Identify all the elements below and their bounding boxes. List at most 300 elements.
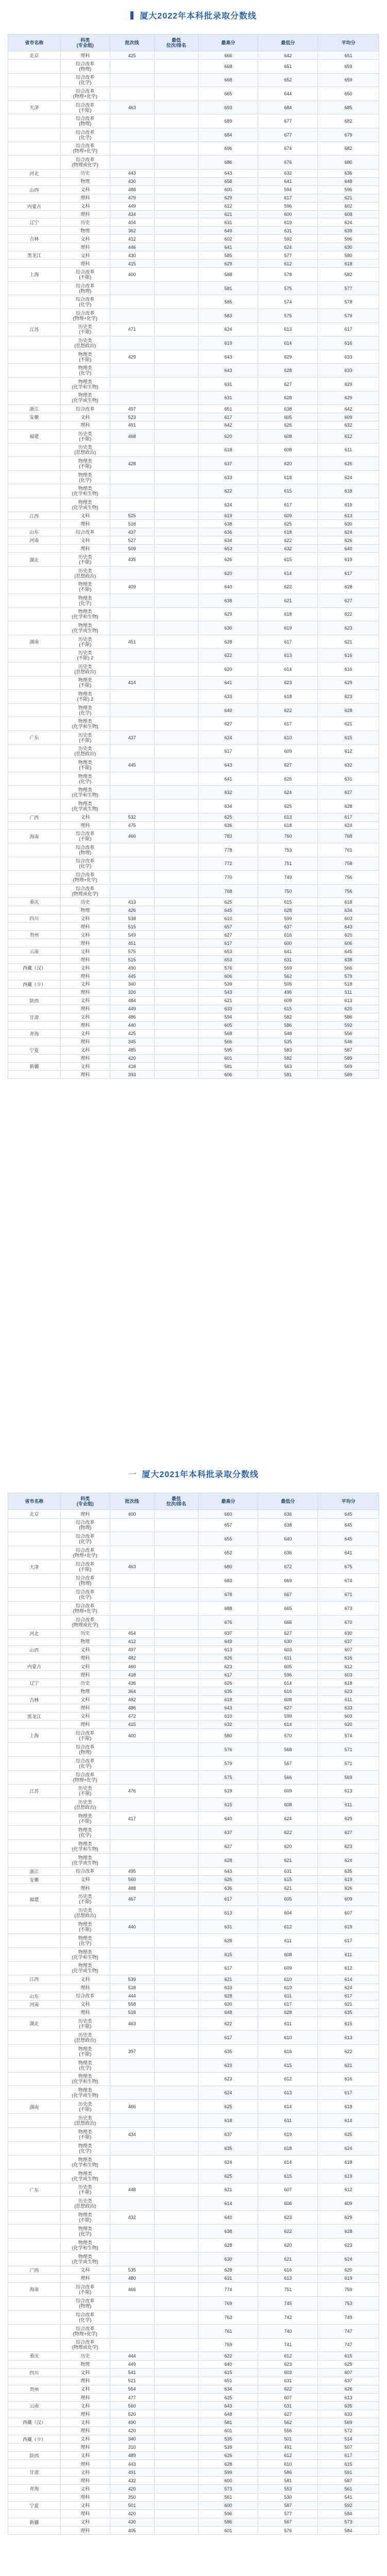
rank-cell xyxy=(155,2485,199,2493)
min-score-cell: 617 xyxy=(258,635,318,649)
table-row xyxy=(8,2252,379,2266)
max-score-cell: 636 xyxy=(198,1884,258,1892)
avg-score-cell: 614 xyxy=(318,1975,379,1984)
rank-cell xyxy=(155,2275,199,2283)
category-cell: 物理类 (不限) xyxy=(61,676,110,690)
avg-score-cell: 673 xyxy=(318,1602,379,1616)
table-row xyxy=(8,2394,379,2402)
max-score-cell: 630 xyxy=(198,621,258,635)
batch-line-cell xyxy=(110,2086,155,2100)
min-score-cell: 567 xyxy=(258,2518,318,2527)
min-score-cell: 677 xyxy=(258,114,318,128)
max-score-cell: 648 xyxy=(198,2009,258,2017)
table-row xyxy=(8,260,379,268)
category-cell: 综合改革 (化学) xyxy=(61,1757,110,1771)
category-cell: 物理类 (不限) xyxy=(61,1812,110,1826)
max-score-cell: 620 xyxy=(198,430,258,444)
max-score-cell: 539 xyxy=(198,2444,258,2452)
province-cell xyxy=(8,2114,61,2128)
table-row xyxy=(8,1038,379,1046)
batch-line-cell: 400 xyxy=(110,1510,155,1518)
max-score-cell: 605 xyxy=(198,1022,258,1030)
table-row xyxy=(8,1757,379,1771)
max-score-cell: 628 xyxy=(198,2266,258,2275)
max-score-cell: 635 xyxy=(198,2045,258,2059)
batch-line-cell xyxy=(110,2225,155,2239)
max-score-cell: 600 xyxy=(198,2477,258,2485)
category-cell: 历史 xyxy=(61,2352,110,2360)
rank-cell xyxy=(155,2518,199,2527)
province-cell: 新疆 xyxy=(8,2518,61,2527)
province-cell xyxy=(8,1984,61,1992)
max-score-cell: 678 xyxy=(198,1588,258,1602)
table-row xyxy=(8,1934,379,1948)
table-row xyxy=(8,323,379,337)
max-score-cell: 676 xyxy=(198,1616,258,1630)
table-row xyxy=(8,800,379,814)
header-province: 省市名称 xyxy=(8,1493,61,1510)
table-row xyxy=(8,2418,379,2427)
avg-score-cell: 589 xyxy=(318,1071,379,1079)
category-cell: 文科 xyxy=(61,2485,110,2493)
rank-cell xyxy=(155,520,199,528)
max-score-cell: 581 xyxy=(198,1063,258,1071)
rank-cell xyxy=(155,1679,199,1687)
province-cell xyxy=(8,2156,61,2170)
table-row xyxy=(8,1574,379,1588)
batch-line-cell: 558 xyxy=(110,2001,155,2009)
max-score-cell: 543 xyxy=(198,989,258,997)
min-score-cell: 612 xyxy=(258,2073,318,2087)
category-cell: 文科 xyxy=(61,2468,110,2477)
max-score-cell: 657 xyxy=(198,923,258,931)
rank-cell xyxy=(155,829,199,843)
province-cell xyxy=(8,2073,61,2087)
min-score-cell: 642 xyxy=(258,52,318,60)
avg-score-cell: 632 xyxy=(318,421,379,430)
category-cell: 理科 xyxy=(61,211,110,219)
rank-cell xyxy=(155,1022,199,1030)
category-cell: 理科 xyxy=(61,972,110,980)
min-score-cell: 614 xyxy=(258,1679,318,1687)
min-score-cell: 640 xyxy=(258,1532,318,1546)
rank-cell xyxy=(155,2009,199,2017)
table-row xyxy=(8,2435,379,2444)
min-score-cell: 608 xyxy=(258,430,318,444)
rank-cell xyxy=(155,392,199,405)
max-score-cell: 629 xyxy=(198,194,258,202)
table-row xyxy=(8,1654,379,1663)
table-row xyxy=(8,364,379,378)
batch-line-cell: 491 xyxy=(110,421,155,430)
avg-score-cell: 619 xyxy=(318,2170,379,2183)
min-score-cell: 627 xyxy=(258,378,318,392)
rank-cell xyxy=(155,1055,199,1063)
rank-cell xyxy=(155,923,199,931)
table-row xyxy=(8,430,379,444)
table-row xyxy=(8,2485,379,2493)
max-score-cell: 622 xyxy=(198,2017,258,2031)
min-score-cell: 603 xyxy=(258,2369,318,2377)
avg-score-cell: 609 xyxy=(318,1892,379,1906)
province-cell xyxy=(8,1022,61,1030)
table-row xyxy=(8,1616,379,1630)
rank-cell xyxy=(155,704,199,718)
rank-cell xyxy=(155,1063,199,1071)
category-cell: 物理类 (化学) xyxy=(61,2142,110,2156)
max-score-cell: 624 xyxy=(198,2086,258,2100)
category-cell: 文科 xyxy=(61,413,110,421)
min-score-cell: 613 xyxy=(258,2086,318,2100)
min-score-cell: 625 xyxy=(258,520,318,528)
rank-cell xyxy=(155,295,199,309)
max-score-cell: 637 xyxy=(198,2128,258,2142)
category-cell: 物理类 (不限) xyxy=(61,580,110,594)
rank-cell xyxy=(155,1671,199,1679)
max-score-cell: 613 xyxy=(198,1646,258,1654)
batch-line-cell: 350 xyxy=(110,2494,155,2502)
province-cell xyxy=(8,1602,61,1616)
batch-line-cell xyxy=(110,364,155,378)
rank-cell xyxy=(155,635,199,649)
min-score-cell: 599 xyxy=(258,1713,318,1721)
rank-cell xyxy=(155,2369,199,2377)
min-score-cell: 676 xyxy=(258,156,318,170)
avg-score-cell: 675 xyxy=(318,1560,379,1574)
table-row xyxy=(8,421,379,430)
min-score-cell: 749 xyxy=(258,871,318,885)
category-cell: 综合改革 (物理) xyxy=(61,282,110,296)
max-score-cell: 628 xyxy=(198,1934,258,1948)
max-score-cell: 660 xyxy=(198,1510,258,1518)
category-cell: 物理类 (不限) xyxy=(61,1920,110,1934)
table-row xyxy=(8,980,379,989)
min-score-cell: 622 xyxy=(258,2385,318,2394)
max-score-cell: 618 xyxy=(198,2114,258,2128)
avg-score-cell: 616 xyxy=(318,2073,379,2087)
province-cell: 甘肃 xyxy=(8,2468,61,2477)
avg-score-cell: 626 xyxy=(318,1884,379,1892)
category-cell: 文科 xyxy=(61,2435,110,2444)
min-score-cell: 611 xyxy=(258,2017,318,2031)
min-score-cell: 620 xyxy=(258,1840,318,1854)
min-score-cell: 624 xyxy=(258,243,318,251)
max-score-cell: 617 xyxy=(198,939,258,947)
rank-cell xyxy=(155,1729,199,1743)
min-score-cell: 745 xyxy=(258,2297,318,2311)
rank-cell xyxy=(155,336,199,350)
batch-line-cell: 420 xyxy=(110,2510,155,2518)
avg-score-cell: 569 xyxy=(318,1063,379,1071)
batch-line-cell: 434 xyxy=(110,211,155,219)
category-cell: 物理 xyxy=(61,178,110,186)
min-score-cell: 613 xyxy=(258,323,318,337)
max-score-cell: 620 xyxy=(198,663,258,676)
province-cell xyxy=(8,1771,61,1785)
rank-cell xyxy=(155,2045,199,2059)
avg-score-cell: 633 xyxy=(318,350,379,364)
batch-line-cell: 518 xyxy=(110,520,155,528)
rank-cell xyxy=(155,939,199,947)
avg-score-cell: 624 xyxy=(318,218,379,227)
category-cell: 综合改革 (不限) xyxy=(61,101,110,115)
min-score-cell: 570 xyxy=(258,1729,318,1743)
avg-score-cell: 569 xyxy=(318,1771,379,1785)
rank-cell xyxy=(155,2252,199,2266)
min-score-cell: 622 xyxy=(258,704,318,718)
province-cell: 内蒙古 xyxy=(8,202,61,211)
category-cell: 文科 xyxy=(61,997,110,1005)
min-score-cell: 556 xyxy=(258,2427,318,2435)
batch-line-cell: 466 xyxy=(110,2100,155,2114)
avg-score-cell: 648 xyxy=(318,178,379,186)
batch-line-cell xyxy=(110,295,155,309)
table-row xyxy=(8,1063,379,1071)
batch-line-cell xyxy=(110,87,155,101)
max-score-cell: 645 xyxy=(198,906,258,914)
avg-score-cell: 671 xyxy=(318,1588,379,1602)
avg-score-cell: 587 xyxy=(318,1046,379,1055)
province-cell xyxy=(8,2031,61,2045)
table-row xyxy=(8,2477,379,2485)
avg-score-cell: 592 xyxy=(318,2502,379,2510)
batch-line-cell: 362 xyxy=(110,227,155,235)
max-score-cell: 652 xyxy=(198,1546,258,1560)
rank-cell xyxy=(155,2311,199,2325)
table-row xyxy=(8,731,379,745)
min-score-cell: 616 xyxy=(258,2266,318,2275)
table-row xyxy=(8,1638,379,1646)
rank-cell xyxy=(155,758,199,772)
province-cell xyxy=(8,1743,61,1757)
batch-line-cell: 476 xyxy=(110,1785,155,1799)
province-cell: 吉林 xyxy=(8,235,61,243)
category-cell: 理科 xyxy=(61,260,110,268)
table-row xyxy=(8,1046,379,1055)
batch-line-cell: 420 xyxy=(110,2427,155,2435)
avg-score-cell: 756 xyxy=(318,885,379,899)
rank-cell xyxy=(155,1654,199,1663)
province-cell xyxy=(8,309,61,323)
table-row xyxy=(8,2239,379,2252)
min-score-cell: 586 xyxy=(258,1022,318,1030)
rank-cell xyxy=(155,52,199,60)
max-score-cell: 606 xyxy=(198,972,258,980)
avg-score-cell: 628 xyxy=(318,800,379,814)
table-row xyxy=(8,243,379,251)
rank-cell xyxy=(155,2444,199,2452)
avg-score-cell: 612 xyxy=(318,1663,379,1671)
min-score-cell: 627 xyxy=(258,1704,318,1713)
avg-score-cell: 574 xyxy=(318,1729,379,1743)
rank-cell xyxy=(155,512,199,520)
table-row xyxy=(8,1663,379,1671)
max-score-cell: 631 xyxy=(198,392,258,405)
max-score-cell: 643 xyxy=(198,1704,258,1713)
max-score-cell: 615 xyxy=(198,2369,258,2377)
batch-line-cell: 364 xyxy=(110,1687,155,1696)
table-row xyxy=(8,268,379,282)
min-score-cell: 760 xyxy=(258,829,318,843)
avg-score-cell: 615 xyxy=(318,2017,379,2031)
province-cell xyxy=(8,2128,61,2142)
province-cell xyxy=(8,74,61,88)
table-row xyxy=(8,885,379,899)
category-cell: 综合改革 (物理+化学) xyxy=(61,1546,110,1560)
batch-line-cell xyxy=(110,2031,155,2045)
table-row xyxy=(8,2031,379,2045)
table-row xyxy=(8,1962,379,1976)
rank-cell xyxy=(155,1602,199,1616)
max-score-cell: 628 xyxy=(198,2460,258,2468)
batch-line-cell: 482 xyxy=(110,1654,155,1663)
max-score-cell: 606 xyxy=(198,1071,258,1079)
batch-line-cell: 518 xyxy=(110,1984,155,1992)
avg-score-cell: 747 xyxy=(318,2338,379,2352)
max-score-cell: 634 xyxy=(198,800,258,814)
category-cell: 历史 xyxy=(61,170,110,178)
batch-line-cell xyxy=(110,142,155,156)
batch-line-cell xyxy=(110,800,155,814)
rank-cell xyxy=(155,2418,199,2427)
min-score-cell: 684 xyxy=(258,101,318,115)
table-row xyxy=(8,2444,379,2452)
category-cell: 理科 xyxy=(61,1671,110,1679)
min-score-cell: 627 xyxy=(258,758,318,772)
rank-cell xyxy=(155,260,199,268)
category-cell: 理科 xyxy=(61,1022,110,1030)
avg-score-cell: 621 xyxy=(318,194,379,202)
min-score-cell: 608 xyxy=(258,1948,318,1962)
rank-cell xyxy=(155,128,199,142)
min-score-cell: 628 xyxy=(258,364,318,378)
rank-cell xyxy=(155,1046,199,1055)
category-cell: 物理类 (化学或生物) xyxy=(61,621,110,635)
table-row xyxy=(8,814,379,822)
avg-score-cell: 617 xyxy=(318,567,379,581)
category-cell: 综合改革 (化学) xyxy=(61,1588,110,1602)
province-cell xyxy=(8,871,61,885)
min-score-cell: 615 xyxy=(258,2059,318,2073)
category-cell: 文科 xyxy=(61,1030,110,1038)
table-row xyxy=(8,829,379,843)
rank-cell xyxy=(155,1560,199,1574)
batch-line-cell xyxy=(110,1546,155,1560)
avg-score-cell: 578 xyxy=(318,295,379,309)
rank-cell xyxy=(155,1812,199,1826)
province-cell xyxy=(8,364,61,378)
max-score-cell: 688 xyxy=(198,1602,258,1616)
avg-score-cell: 514 xyxy=(318,2435,379,2444)
avg-score-cell: 623 xyxy=(318,1687,379,1696)
batch-line-cell xyxy=(110,1962,155,1976)
batch-line-cell: 486 xyxy=(110,1704,155,1713)
max-score-cell: 643 xyxy=(198,364,258,378)
max-score-cell: 579 xyxy=(198,1757,258,1771)
category-cell: 理科 xyxy=(61,1071,110,1079)
max-score-cell: 617 xyxy=(198,413,258,421)
table-row xyxy=(8,2361,379,2369)
province-cell xyxy=(8,2142,61,2156)
province-cell xyxy=(8,260,61,268)
max-score-cell: 617 xyxy=(198,2031,258,2045)
batch-line-cell: 443 xyxy=(110,170,155,178)
avg-score-cell: 518 xyxy=(318,980,379,989)
category-cell: 文科 xyxy=(61,1046,110,1055)
table-row xyxy=(8,1975,379,1984)
category-cell: 物理类 (化学或生物) xyxy=(61,498,110,512)
min-score-cell: 667 xyxy=(258,1588,318,1602)
min-score-cell: 621 xyxy=(258,2252,318,2266)
rank-cell xyxy=(155,1884,199,1892)
avg-score-cell: 602 xyxy=(318,202,379,211)
table-row xyxy=(8,1854,379,1868)
min-score-cell: 620 xyxy=(258,457,318,471)
category-cell: 文科 xyxy=(61,2369,110,2377)
rank-cell xyxy=(155,114,199,128)
batch-line-cell xyxy=(110,1771,155,1785)
avg-score-cell: 616 xyxy=(318,663,379,676)
rank-cell xyxy=(155,457,199,471)
max-score-cell: 783 xyxy=(198,829,258,843)
min-score-cell: 741 xyxy=(258,2338,318,2352)
province-cell xyxy=(8,1038,61,1046)
min-score-cell: 632 xyxy=(258,545,318,553)
max-score-cell: 625 xyxy=(198,2170,258,2183)
batch-line-cell xyxy=(110,2325,155,2338)
category-cell: 文科 xyxy=(61,947,110,956)
table-row xyxy=(8,906,379,914)
avg-score-cell: 640 xyxy=(318,545,379,553)
min-score-cell: 605 xyxy=(258,1892,318,1906)
table-row xyxy=(8,484,379,498)
rank-cell xyxy=(155,2059,199,2073)
max-score-cell: 619 xyxy=(198,336,258,350)
avg-score-cell: 616 xyxy=(318,336,379,350)
avg-score-cell: 603 xyxy=(318,914,379,923)
batch-line-cell: 466 xyxy=(110,829,155,843)
min-score-cell: 559 xyxy=(258,964,318,972)
province-cell xyxy=(8,1638,61,1646)
batch-line-cell xyxy=(110,1906,155,1920)
batch-line-cell: 340 xyxy=(110,980,155,989)
min-score-cell: 605 xyxy=(258,413,318,421)
rank-cell xyxy=(155,2385,199,2394)
min-score-cell: 614 xyxy=(258,663,318,676)
category-cell: 理科 xyxy=(61,1884,110,1892)
avg-score-cell: 584 xyxy=(318,2527,379,2535)
category-cell: 综合改革 xyxy=(61,528,110,536)
avg-score-cell: 682 xyxy=(318,142,379,156)
category-cell: 物理类 (化学和生物) xyxy=(61,2156,110,2170)
category-cell: 综合改革 (物理+化学) xyxy=(61,87,110,101)
max-score-cell: 643 xyxy=(198,350,258,364)
max-score-cell: 629 xyxy=(198,260,258,268)
table-row xyxy=(8,717,379,731)
max-score-cell: 580 xyxy=(198,1729,258,1743)
province-cell: 青海 xyxy=(8,2485,61,2493)
rank-cell xyxy=(155,156,199,170)
category-cell: 文科 xyxy=(61,235,110,243)
table-row xyxy=(8,594,379,608)
max-score-cell: 651 xyxy=(198,2377,258,2385)
max-score-cell: 759 xyxy=(198,2338,258,2352)
avg-score-cell: 609 xyxy=(318,2197,379,2211)
min-score-cell: 501 xyxy=(258,2435,318,2444)
min-score-cell: 636 xyxy=(258,1546,318,1560)
min-score-cell: 575 xyxy=(258,282,318,296)
category-cell: 物理类 (化学和生物) xyxy=(61,786,110,800)
